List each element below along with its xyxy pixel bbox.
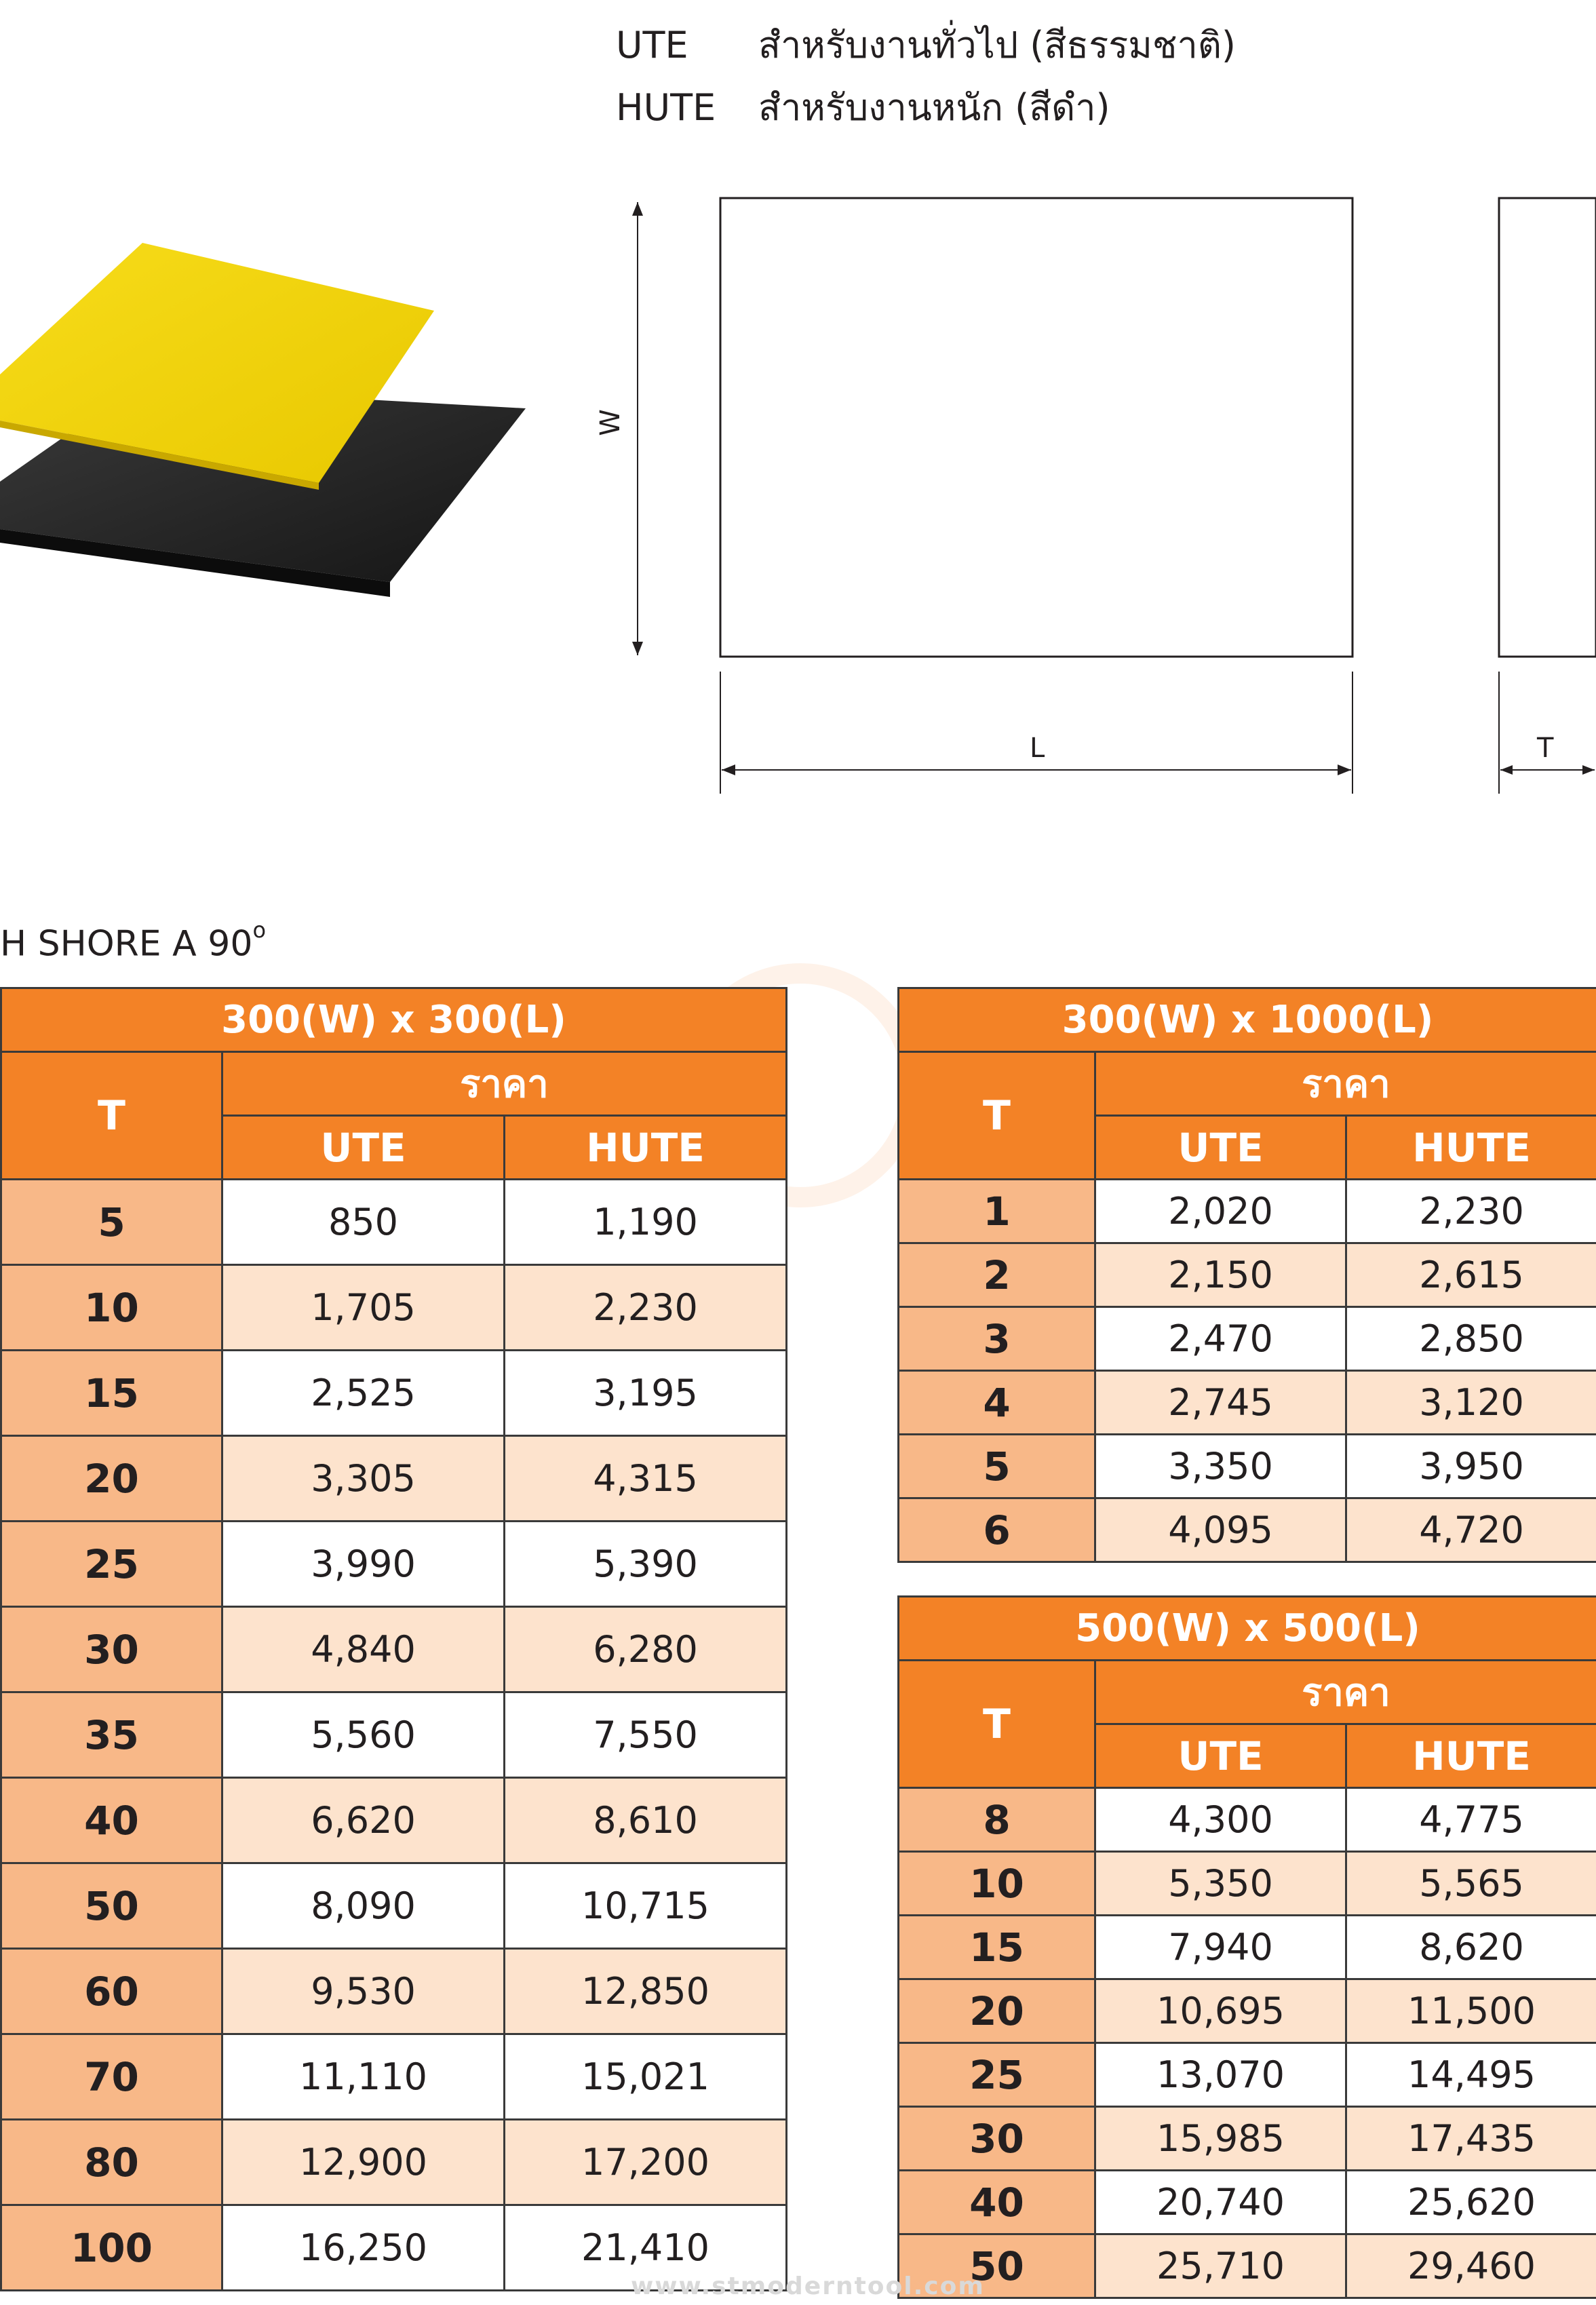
thickness-cell: 10 <box>899 1852 1095 1916</box>
ute-price-cell: 6,620 <box>222 1778 505 1863</box>
hute-price-cell: 21,410 <box>505 2205 787 2291</box>
table-row <box>899 1498 1596 1562</box>
hute-price-cell: 17,435 <box>1346 2107 1596 2171</box>
thickness-cell: 15 <box>1 1351 222 1436</box>
table-row <box>899 1371 1596 1435</box>
ute-price-cell: 2,020 <box>1095 1180 1346 1243</box>
ute-price-cell: 4,840 <box>222 1607 505 1692</box>
thickness-cell: 5 <box>1 1180 222 1265</box>
thickness-cell: 40 <box>1 1778 222 1863</box>
thickness-cell: 1 <box>899 1180 1095 1243</box>
legend-desc: สำหรับงานทั่วไป (สีธรรมชาติ) <box>758 24 1236 66</box>
hute-price-cell: 5,565 <box>1346 1852 1596 1916</box>
table-row <box>899 1307 1596 1371</box>
table-row <box>1 1949 787 2034</box>
thickness-cell: 2 <box>899 1243 1095 1307</box>
thickness-cell: 15 <box>899 1916 1095 1979</box>
hute-price-cell: 15,021 <box>505 2034 787 2120</box>
thickness-cell: 20 <box>899 1979 1095 2043</box>
legend-row-hute <box>616 86 1565 130</box>
table-title: 300(W) x 1000(L) <box>899 988 1596 1052</box>
ute-price-cell: 3,990 <box>222 1522 505 1607</box>
thickness-cell: 3 <box>899 1307 1095 1371</box>
hardness-text: H SHORE A 90 <box>0 923 253 965</box>
thickness-cell: 40 <box>899 2171 1095 2234</box>
ute-price-cell: 7,940 <box>1095 1916 1346 1979</box>
table-row <box>899 1243 1596 1307</box>
hute-price-cell: 11,500 <box>1346 1979 1596 2043</box>
price-table-500x500 <box>897 1595 1596 2299</box>
col-header-t: T <box>899 1661 1095 1788</box>
ute-price-cell: 11,110 <box>222 2034 505 2120</box>
ute-price-cell: 3,350 <box>1095 1435 1346 1498</box>
col-header-hute: HUTE <box>1346 1116 1596 1180</box>
price-table-300x300 <box>0 987 787 2291</box>
ute-price-cell: 16,250 <box>222 2205 505 2291</box>
ute-price-cell: 3,305 <box>222 1436 505 1522</box>
ute-price-cell: 5,560 <box>222 1692 505 1778</box>
price-table-300x1000 <box>897 987 1596 1563</box>
legend-desc: สำหรับงานหนัก (สีดำ) <box>758 86 1110 129</box>
hute-price-cell: 6,280 <box>505 1607 787 1692</box>
hute-price-cell: 3,195 <box>505 1351 787 1436</box>
table-row <box>1 1351 787 1436</box>
table-row <box>1 1778 787 1863</box>
table-row <box>1 1436 787 1522</box>
ute-price-cell: 850 <box>222 1180 505 1265</box>
thickness-cell: 60 <box>1 1949 222 2034</box>
col-header-ute: UTE <box>1095 1116 1346 1180</box>
dimension-l-label: L <box>1030 733 1045 764</box>
legend-code: HUTE <box>616 86 716 129</box>
table-row <box>1 1522 787 1607</box>
ute-price-cell: 4,095 <box>1095 1498 1346 1562</box>
col-header-hute: HUTE <box>505 1116 787 1180</box>
table-row <box>1 2120 787 2205</box>
hardness-label <box>0 917 267 965</box>
hute-price-cell: 2,850 <box>1346 1307 1596 1371</box>
hute-price-cell: 2,230 <box>1346 1180 1596 1243</box>
ute-price-cell: 13,070 <box>1095 2043 1346 2107</box>
thickness-cell: 10 <box>1 1265 222 1351</box>
thickness-cell: 6 <box>899 1498 1095 1562</box>
thickness-cell: 30 <box>899 2107 1095 2171</box>
table-row <box>899 1916 1596 1979</box>
ute-price-cell: 2,150 <box>1095 1243 1346 1307</box>
table-row <box>1 1863 787 1949</box>
table-title: 500(W) x 500(L) <box>899 1597 1596 1661</box>
hute-price-cell: 14,495 <box>1346 2043 1596 2107</box>
table-title: 300(W) x 300(L) <box>1 988 787 1052</box>
col-header-price: ราคา <box>222 1052 787 1116</box>
ute-price-cell: 1,705 <box>222 1265 505 1351</box>
thickness-cell: 20 <box>1 1436 222 1522</box>
col-header-hute: HUTE <box>1346 1724 1596 1788</box>
table-row <box>899 2171 1596 2234</box>
hute-price-cell: 8,610 <box>505 1778 787 1863</box>
hute-price-cell: 4,720 <box>1346 1498 1596 1562</box>
ute-price-cell: 12,900 <box>222 2120 505 2205</box>
thickness-cell: 25 <box>1 1522 222 1607</box>
legend-code: UTE <box>616 24 688 66</box>
thickness-cell: 30 <box>1 1607 222 1692</box>
hute-price-cell: 3,950 <box>1346 1435 1596 1498</box>
table-row <box>1 1607 787 1692</box>
ute-price-cell: 9,530 <box>222 1949 505 2034</box>
hute-price-cell: 29,460 <box>1346 2234 1596 2298</box>
ute-price-cell: 4,300 <box>1095 1788 1346 1852</box>
hute-price-cell: 17,200 <box>505 2120 787 2205</box>
table-row <box>899 1852 1596 1916</box>
col-header-t: T <box>1 1052 222 1180</box>
table-row <box>1 1180 787 1265</box>
hute-price-cell: 7,550 <box>505 1692 787 1778</box>
thickness-cell: 70 <box>1 2034 222 2120</box>
thickness-cell: 100 <box>1 2205 222 2291</box>
ute-price-cell: 8,090 <box>222 1863 505 1949</box>
thickness-cell: 50 <box>1 1863 222 1949</box>
col-header-price: ราคา <box>1095 1661 1596 1724</box>
hute-price-cell: 1,190 <box>505 1180 787 1265</box>
hute-price-cell: 8,620 <box>1346 1916 1596 1979</box>
table-row <box>899 2234 1596 2298</box>
dimension-w-label: W <box>594 409 626 436</box>
table-row <box>1 1692 787 1778</box>
thickness-cell: 35 <box>1 1692 222 1778</box>
hute-price-cell: 2,615 <box>1346 1243 1596 1307</box>
table-row <box>899 2043 1596 2107</box>
dimension-t-label: T <box>1537 733 1554 764</box>
ute-price-cell: 5,350 <box>1095 1852 1346 1916</box>
col-header-ute: UTE <box>1095 1724 1346 1788</box>
hute-price-cell: 25,620 <box>1346 2171 1596 2234</box>
ute-price-cell: 10,695 <box>1095 1979 1346 2043</box>
dimension-diagram <box>594 190 1596 800</box>
col-header-ute: UTE <box>222 1116 505 1180</box>
product-sheets-image <box>0 231 543 638</box>
legend-row-ute <box>616 24 1565 68</box>
hute-price-cell: 3,120 <box>1346 1371 1596 1435</box>
ute-price-cell: 2,745 <box>1095 1371 1346 1435</box>
ute-price-cell: 15,985 <box>1095 2107 1346 2171</box>
ute-price-cell: 25,710 <box>1095 2234 1346 2298</box>
thickness-cell: 8 <box>899 1788 1095 1852</box>
hute-price-cell: 10,715 <box>505 1863 787 1949</box>
table-row <box>899 1788 1596 1852</box>
ute-price-cell: 2,470 <box>1095 1307 1346 1371</box>
thickness-cell: 80 <box>1 2120 222 2205</box>
hute-price-cell: 12,850 <box>505 1949 787 2034</box>
hute-price-cell: 2,230 <box>505 1265 787 1351</box>
thickness-cell: 50 <box>899 2234 1095 2298</box>
thickness-cell: 25 <box>899 2043 1095 2107</box>
ute-price-cell: 20,740 <box>1095 2171 1346 2234</box>
degree-symbol: o <box>252 917 267 943</box>
col-header-price: ราคา <box>1095 1052 1596 1116</box>
hute-price-cell: 4,775 <box>1346 1788 1596 1852</box>
table-row <box>899 1435 1596 1498</box>
table-row <box>1 2034 787 2120</box>
col-header-t: T <box>899 1052 1095 1180</box>
thickness-cell: 4 <box>899 1371 1095 1435</box>
hute-price-cell: 5,390 <box>505 1522 787 1607</box>
table-row <box>899 2107 1596 2171</box>
footer-url: www.stmoderntool.com <box>631 2272 985 2300</box>
table-row <box>899 1180 1596 1243</box>
table-row <box>899 1979 1596 2043</box>
table-row <box>1 1265 787 1351</box>
hute-price-cell: 4,315 <box>505 1436 787 1522</box>
thickness-cell: 5 <box>899 1435 1095 1498</box>
ute-price-cell: 2,525 <box>222 1351 505 1436</box>
